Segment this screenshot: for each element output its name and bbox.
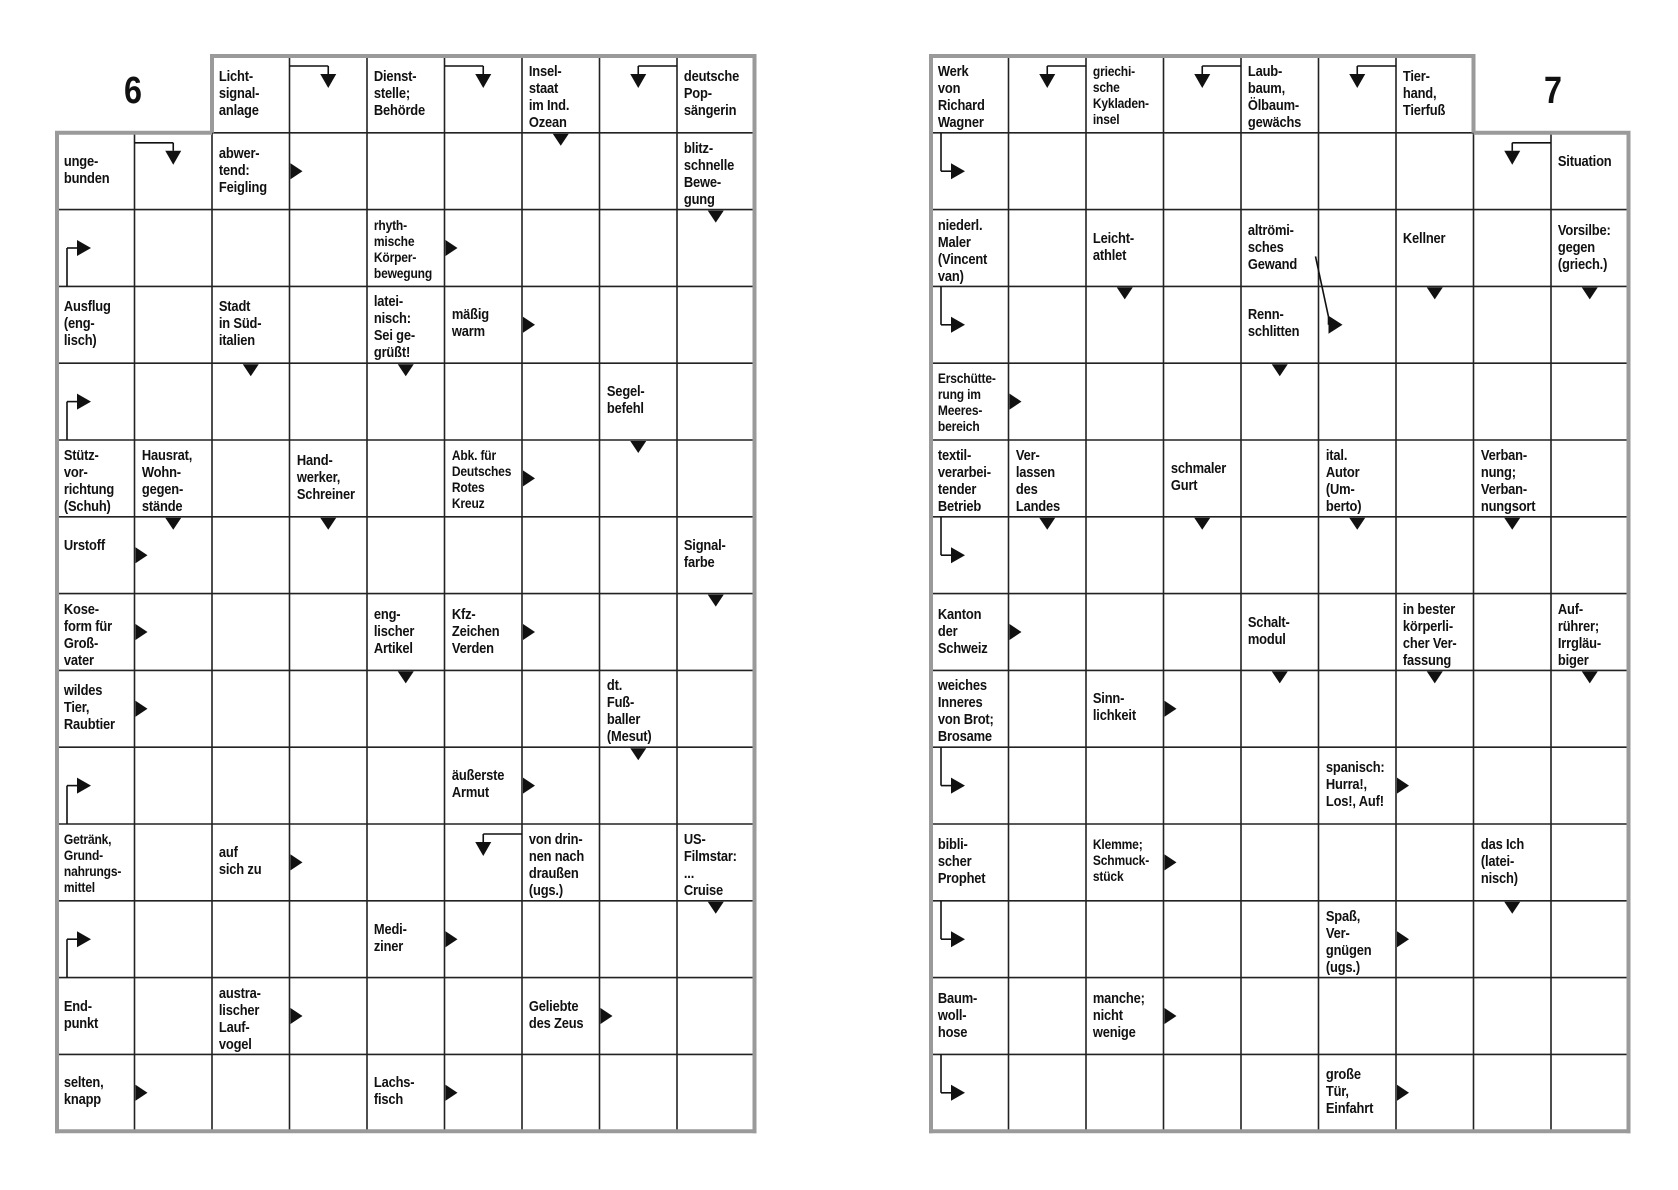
- arrow-icon: [941, 133, 965, 179]
- arrow-icon: [1427, 671, 1443, 683]
- arrow-icon: [1194, 66, 1241, 88]
- arrow-icon: [941, 517, 965, 563]
- clue-cell: latei- nisch: Sei ge- grüßt!: [373, 293, 415, 362]
- clue-cell: weiches Inneres von Brot; Brosame: [937, 677, 994, 746]
- clue-cell: wildes Tier, Raubtier: [63, 682, 115, 734]
- clue-cell: Ausflug (eng- lisch): [63, 298, 111, 350]
- clue-cell: Kanton der Schweiz: [937, 605, 988, 657]
- clue-cell: Insel- staat im Ind. Ozean: [528, 63, 570, 131]
- clue-cell: Erschütte- rung im Meeres- bereich: [937, 370, 996, 435]
- clue-cell: Segel- befehl: [606, 383, 645, 418]
- arrow-icon: [1316, 256, 1343, 333]
- clue-cell: äußerste Armut: [451, 767, 504, 802]
- clue-cell: selten, knapp: [63, 1074, 104, 1109]
- clue-cell: rhyth- mische Körper- bewegung: [373, 216, 433, 281]
- clue-cell: Kfz- Zeichen Verden: [451, 605, 499, 657]
- clue-cell: Lachs- fisch: [373, 1074, 415, 1109]
- clue-cell: altrömi- sches Gewand: [1247, 221, 1298, 273]
- page-number: 6: [124, 70, 142, 112]
- clue-cell: Schalt- modul: [1247, 613, 1290, 648]
- arrow-icon: [1582, 671, 1598, 683]
- clue-cell: deutsche Pop- sängerin: [683, 68, 740, 119]
- arrow-icon: [1504, 143, 1551, 165]
- clue-cell: manche; nicht wenige: [1092, 989, 1145, 1041]
- arrow-icon: [1504, 902, 1520, 914]
- clue-cell: Vorsilbe: gegen (griech.): [1557, 221, 1611, 273]
- arrow-icon: [1272, 364, 1288, 376]
- clue-cell: Getränk, Grund- nahrungs- mittel: [63, 831, 122, 895]
- clue-cell: schmaler Gurt: [1170, 460, 1226, 494]
- clue-cell: US- Filmstar: ... Cruise: [683, 831, 737, 899]
- arrow-icon: [1165, 701, 1177, 717]
- clue-cell: griechi- sche Kykladen- insel: [1092, 63, 1149, 127]
- clue-cell: austra- lischer Lauf- vogel: [218, 984, 261, 1053]
- page-number: 7: [1544, 70, 1562, 112]
- clue-cell: Renn- schlitten: [1247, 306, 1300, 341]
- clue-cell: Laub- baum, Ölbaum- gewächs: [1247, 63, 1302, 131]
- arrow-icon: [941, 747, 965, 793]
- arrow-icon: [941, 901, 965, 947]
- clue-cell: auf sich zu: [218, 844, 262, 878]
- clue-cell: blitz- schnelle Bewe- gung: [683, 139, 735, 208]
- clue-cell: unge- bunden: [63, 152, 110, 187]
- clue-cell: Kose- form für Groß- vater: [63, 600, 112, 669]
- clue-cell: dt. Fuß- baller (Mesut): [606, 677, 652, 746]
- clue-cell: Dienst- stelle; Behörde: [373, 68, 426, 119]
- clue-cell: Auf- rührer; Irrgläu- biger: [1557, 600, 1601, 669]
- arrow-icon: [1165, 1008, 1177, 1024]
- clue-cell: große Tür, Einfahrt: [1325, 1066, 1373, 1118]
- clue-cell: Situation: [1557, 152, 1612, 170]
- clue-cell: Urstoff: [63, 536, 105, 554]
- clue-cell: Geliebte des Zeus: [528, 997, 584, 1032]
- clue-cell: Leicht- athlet: [1092, 229, 1134, 264]
- arrow-icon: [1504, 518, 1520, 530]
- arrow-icon: [1039, 66, 1086, 88]
- arrow-icon: [1194, 518, 1210, 530]
- arrow-icon: [1397, 778, 1409, 794]
- clue-cell: Hausrat, Wohn- gegen- stände: [141, 447, 192, 515]
- clue-cell: textil- verarbei- tender Betrieb: [937, 447, 991, 515]
- clue-cell: Klemme; Schmuck- stück: [1092, 836, 1150, 884]
- clue-cell: eng- lischer Artikel: [373, 605, 415, 657]
- arrow-icon: [1349, 66, 1396, 88]
- clue-cell: Abk. für Deutsches Rotes Kreuz: [451, 447, 511, 511]
- arrow-icon: [1039, 518, 1055, 530]
- clue-cell: Spaß, Ver- gnügen (ugs.): [1325, 907, 1371, 976]
- clue-cell: Signal- farbe: [683, 536, 726, 571]
- clue-cell: Sinn- lichkeit: [1092, 690, 1136, 725]
- arrow-icon: [1397, 931, 1409, 947]
- arrow-icon: [1397, 1085, 1409, 1101]
- clue-cell: Stadt in Süd- italien: [218, 298, 262, 350]
- clue-cell: mäßig warm: [451, 306, 489, 341]
- arrow-icon: [941, 286, 965, 332]
- clue-cell: bibli- scher Prophet: [937, 836, 986, 887]
- clue-cell: End- punkt: [63, 997, 99, 1032]
- arrow-icon: [1272, 671, 1288, 683]
- arrow-icon: [1010, 394, 1022, 410]
- arrow-icon: [1582, 287, 1598, 299]
- clue-cell: Licht- signal- anlage: [218, 68, 260, 119]
- clue-cell: Verban- nung; Verban- nungsort: [1480, 447, 1535, 515]
- clue-cell: Medi- ziner: [373, 920, 407, 955]
- clue-cell: Hand- werker, Schreiner: [296, 452, 355, 503]
- clue-cell: Stütz- vor- richtung (Schuh): [63, 447, 115, 515]
- clue-cell: das Ich (latei- nisch): [1480, 836, 1524, 887]
- arrow-icon: [1117, 287, 1133, 299]
- clue-cell: Tier- hand, Tierfuß: [1402, 68, 1446, 119]
- arrow-icon: [1349, 518, 1365, 530]
- clue-cell: niederl. Maler (Vincent van): [937, 216, 988, 285]
- clue-cell: abwer- tend: Feigling: [218, 144, 267, 196]
- arrow-icon: [941, 1054, 965, 1100]
- arrow-icon: [1427, 287, 1443, 299]
- clue-cell: Ver- lassen des Landes: [1015, 447, 1060, 515]
- clue-cell: Baum- woll- hose: [937, 989, 978, 1041]
- clue-cell: von drin- nen nach draußen (ugs.): [528, 831, 585, 899]
- clue-cell: Werk von Richard Wagner: [937, 63, 985, 131]
- clue-cell: in bester körperli- cher Ver- fassung: [1402, 600, 1457, 669]
- arrow-icon: [1165, 854, 1177, 870]
- clue-cell: spanisch: Hurra!, Los!, Auf!: [1325, 759, 1385, 811]
- arrow-icon: [1010, 624, 1022, 640]
- clue-cell: Kellner: [1402, 229, 1446, 247]
- clue-cell: ital. Autor (Um- berto): [1325, 447, 1361, 515]
